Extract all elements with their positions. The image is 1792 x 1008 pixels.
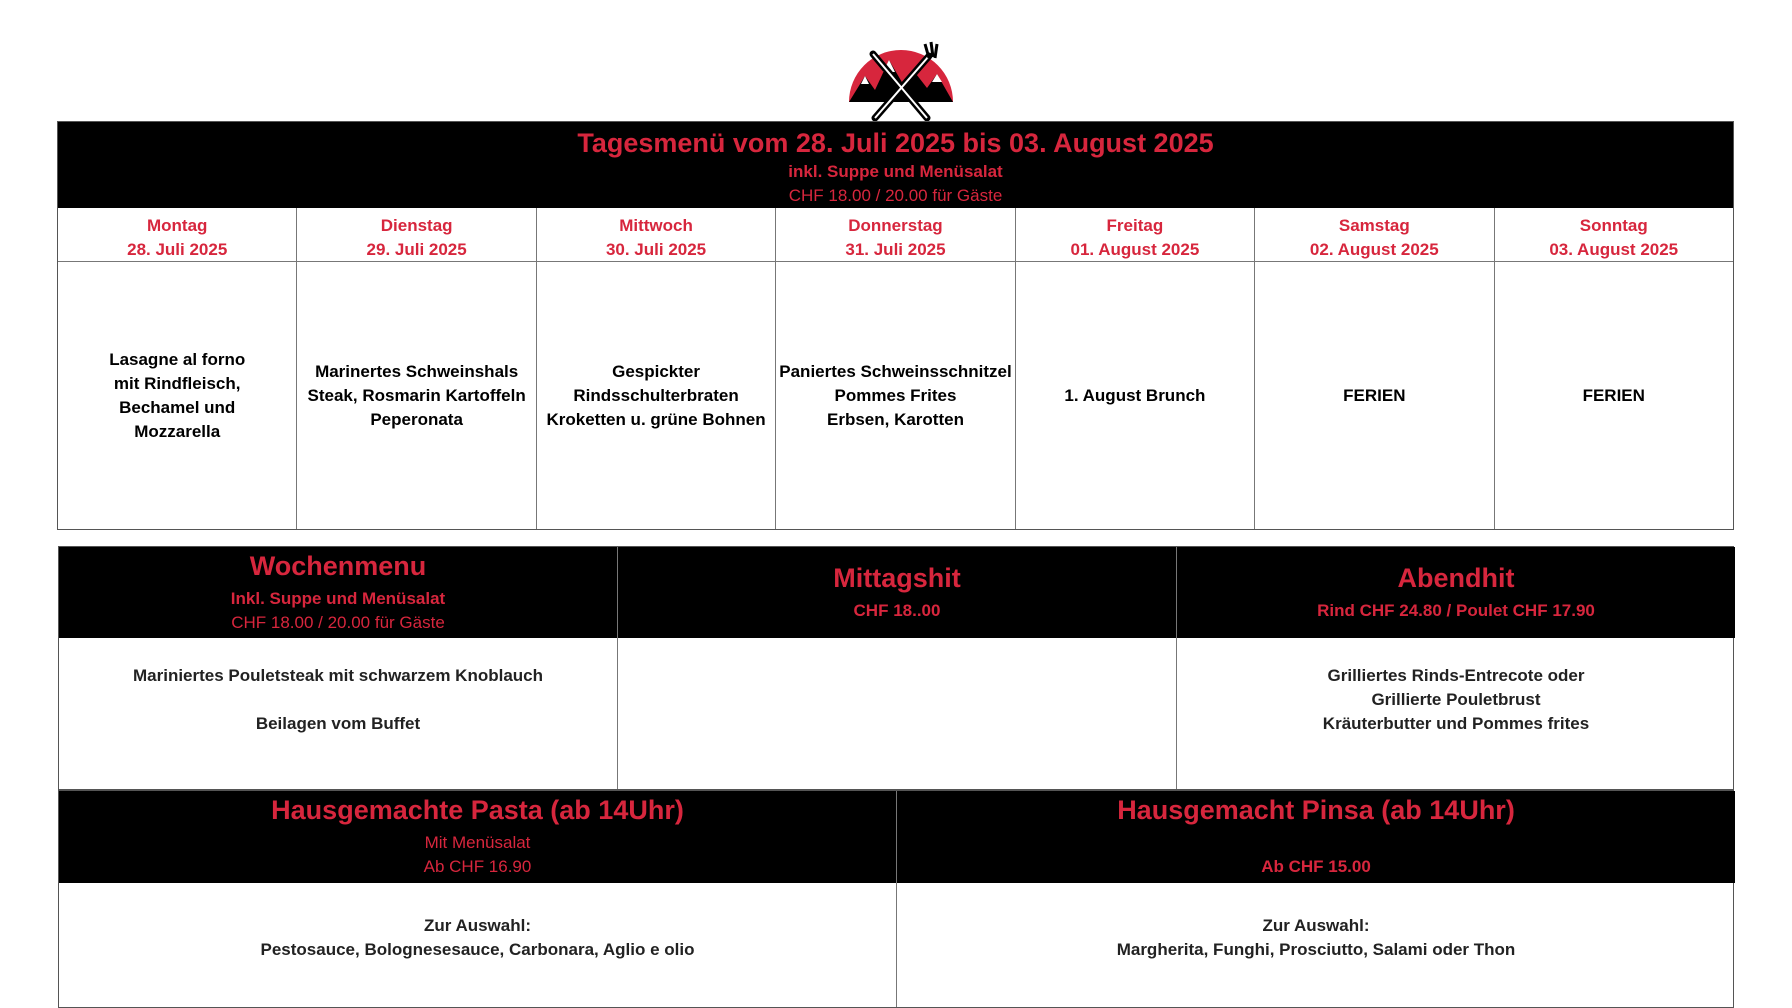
day-column-dienstag	[297, 208, 536, 529]
day-date: 01. August 2025	[1070, 240, 1200, 259]
daily-menu-header	[58, 122, 1733, 208]
day-name: Mittwoch	[619, 216, 693, 235]
day-menu: 1. August Brunch	[1064, 385, 1206, 405]
day-name: Montag	[146, 216, 208, 235]
mittagshit-header	[618, 547, 1176, 638]
day-column-mittwoch	[537, 208, 776, 529]
day-column-freitag	[1016, 208, 1255, 529]
pasta-pinsa-table	[58, 790, 1734, 1008]
day-name: Samstag	[1338, 216, 1410, 235]
day-date: 02. August 2025	[1309, 240, 1439, 259]
weekly-menu-header	[59, 547, 617, 638]
weekly-menu-price: CHF 18.00 / 20.00 für Gäste	[231, 613, 445, 632]
day-date: 29. Juli 2025	[366, 240, 467, 259]
pinsa-title: Hausgemacht Pinsa (ab 14Uhr)	[1117, 795, 1515, 825]
pasta-subtitle: Mit Menüsalat	[424, 833, 531, 852]
day-name: Dienstag	[380, 216, 453, 235]
weekly-menu-title: Wochenmenu	[249, 551, 427, 581]
day-columns	[58, 208, 1733, 529]
daily-menu-title: Tagesmenü vom 28. Juli 2025 bis 03. August 2025	[577, 128, 1214, 158]
day-name: Sonntag	[1579, 216, 1648, 235]
day-date: 28. Juli 2025	[127, 240, 228, 259]
pinsa-header	[897, 791, 1735, 883]
pasta-column	[59, 791, 897, 1007]
day-name: Freitag	[1106, 216, 1164, 235]
mittagshit-body	[618, 638, 1176, 664]
day-menu: Gespickter Rindsschulterbraten Kroketten u. grüne Bohnen	[546, 361, 766, 429]
day-menu: Lasagne al forno mit Rindfleisch, Bechamel und Mozzarella	[109, 349, 246, 441]
day-menu: FERIEN	[1343, 385, 1406, 405]
day-menu: FERIEN	[1582, 385, 1645, 405]
daily-menu-table	[57, 121, 1734, 530]
mittagshit-price: CHF 18..00	[853, 601, 941, 620]
pasta-title: Hausgemachte Pasta (ab 14Uhr)	[271, 795, 684, 825]
pinsa-column	[897, 791, 1735, 1007]
day-menu: Paniertes Schweinsschnitzel Pommes Frites Erbsen, Karotten	[779, 361, 1012, 429]
pasta-header	[59, 791, 896, 883]
day-date: 30. Juli 2025	[605, 240, 707, 259]
weekly-menu-column	[59, 547, 618, 789]
pasta-price: Ab CHF 16.90	[423, 857, 532, 876]
day-date: 03. August 2025	[1549, 240, 1679, 259]
pasta-choices: Pestosauce, Bolognesesauce, Carbonara, Aglio e olio	[260, 940, 695, 959]
pinsa-price: Ab CHF 15.00	[1261, 857, 1371, 876]
day-column-donnerstag	[776, 208, 1015, 529]
day-column-samstag	[1255, 208, 1494, 529]
pinsa-choices: Margherita, Funghi, Prosciutto, Salami oder Thon	[1116, 940, 1516, 959]
abendhit-body: Grilliertes Rinds-Entrecote oder Grillierte Pouletbrust Kräuterbutter und Pommes frites	[1322, 666, 1590, 733]
day-name: Donnerstag	[848, 216, 943, 235]
abendhit-title: Abendhit	[1397, 563, 1515, 593]
abendhit-column	[1177, 547, 1735, 789]
pinsa-choice-label: Zur Auswahl:	[1262, 916, 1370, 935]
day-column-montag	[58, 208, 297, 529]
day-date: 31. Juli 2025	[845, 240, 946, 259]
weekly-menu-body: Mariniertes Pouletsteak mit schwarzem Knoblauch Beilagen vom Buffet	[132, 666, 543, 733]
day-menu: Marinertes Schweinshals Steak, Rosmarin Kartoffeln Peperonata	[307, 361, 526, 429]
mittagshit-title: Mittagshit	[833, 563, 961, 593]
fork-knife-mountain-icon	[845, 26, 957, 122]
daily-menu-price: CHF 18.00 / 20.00 für Gäste	[788, 186, 1003, 205]
daily-menu-subtitle: inkl. Suppe und Menüsalat	[788, 162, 1003, 181]
abendhit-header	[1177, 547, 1735, 638]
weekly-specials-table	[58, 546, 1734, 790]
pasta-choice-label: Zur Auswahl:	[423, 916, 532, 935]
day-column-sonntag	[1495, 208, 1733, 529]
mittagshit-column	[618, 547, 1177, 789]
abendhit-price: Rind CHF 24.80 / Poulet CHF 17.90	[1317, 601, 1595, 620]
weekly-menu-subtitle: Inkl. Suppe und Menüsalat	[230, 589, 446, 608]
